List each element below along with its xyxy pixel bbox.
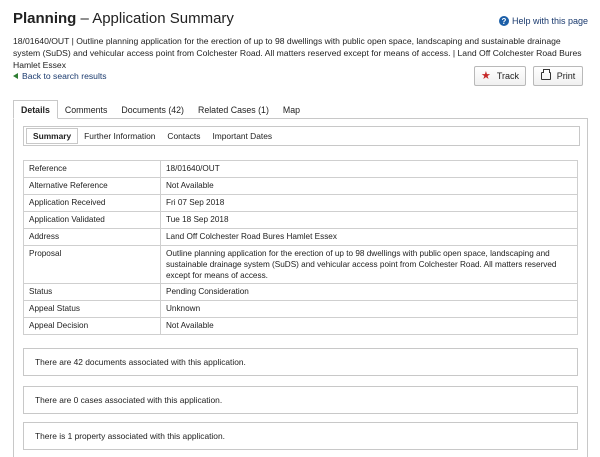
row-label: Proposal xyxy=(24,246,161,284)
main-tabs xyxy=(13,100,307,119)
tab-documents[interactable]: Documents (42) xyxy=(121,104,184,115)
help-link[interactable] xyxy=(499,16,588,26)
row-value: Outline planning application for the erection of up to 98 dwellings with public open space, landscaping and sustainable drainage system (SuDS) and vehicular access point from Colchester Road. All matters reserved except for means of access. xyxy=(161,246,578,284)
row-value: Not Available xyxy=(161,318,578,335)
table-row xyxy=(24,229,578,246)
property-info-box: There is 1 property associated with this application. xyxy=(23,422,578,450)
subtab-important-dates[interactable]: Important Dates xyxy=(212,131,273,141)
row-value: Unknown xyxy=(161,301,578,318)
row-value: 18/01640/OUT xyxy=(161,161,578,178)
table-row xyxy=(24,284,578,301)
summary-table xyxy=(23,160,578,335)
table-row xyxy=(24,246,578,284)
page-header xyxy=(13,10,588,30)
tab-details[interactable]: Details xyxy=(13,100,58,119)
printer-icon xyxy=(541,72,551,80)
back-link-label: Back to search results xyxy=(22,71,107,81)
application-description: 18/01640/OUT | Outline planning application for the erection of up to 98 dwellings with public open space, landscaping and sustainable drainage system (SuDS) and vehicular access point from Colchester Road. All matters reserved except for means of access. | Land Off Colchester Road Bures Hamlet Essex xyxy=(13,36,582,70)
tab-related-cases[interactable]: Related Cases (1) xyxy=(197,104,269,115)
row-value: Fri 07 Sep 2018 xyxy=(161,195,578,212)
back-arrow-icon xyxy=(13,73,18,79)
row-label: Application Validated xyxy=(24,212,161,229)
page-title xyxy=(13,10,234,27)
row-value: Land Off Colchester Road Bures Hamlet Essex xyxy=(161,229,578,246)
page-title-rest: – Application Summary xyxy=(76,10,234,27)
track-button[interactable] xyxy=(474,66,526,86)
table-row xyxy=(24,161,578,178)
page-title-bold: Planning xyxy=(13,10,77,27)
row-value: Pending Consideration xyxy=(161,284,578,301)
star-icon: ★ xyxy=(480,70,491,82)
subtab-contacts[interactable]: Contacts xyxy=(167,131,201,141)
tab-map[interactable]: Map xyxy=(282,104,301,115)
row-label: Appeal Decision xyxy=(24,318,161,335)
table-row xyxy=(24,318,578,335)
table-row xyxy=(24,178,578,195)
details-subtabs xyxy=(23,126,580,146)
row-label: Alternative Reference xyxy=(24,178,161,195)
help-link-label: Help with this page xyxy=(511,16,588,26)
tab-comments[interactable]: Comments xyxy=(64,104,108,115)
row-label: Address xyxy=(24,229,161,246)
subtab-further-information[interactable]: Further Information xyxy=(84,131,156,141)
track-button-label: Track xyxy=(496,71,520,81)
row-value: Tue 18 Sep 2018 xyxy=(161,212,578,229)
row-value: Not Available xyxy=(161,178,578,195)
row-label: Reference xyxy=(24,161,161,178)
table-row xyxy=(24,301,578,318)
documents-info-box: There are 42 documents associated with this application. xyxy=(23,348,578,376)
details-panel xyxy=(13,118,588,457)
row-label: Application Received xyxy=(24,195,161,212)
table-row xyxy=(24,195,578,212)
row-label: Appeal Status xyxy=(24,301,161,318)
help-icon: ? xyxy=(499,16,509,26)
back-to-search-link[interactable] xyxy=(13,71,107,81)
cases-info-box: There are 0 cases associated with this application. xyxy=(23,386,578,414)
print-button[interactable] xyxy=(533,66,583,86)
table-row xyxy=(24,212,578,229)
row-label: Status xyxy=(24,284,161,301)
subtab-summary[interactable]: Summary xyxy=(26,128,78,144)
print-button-label: Print xyxy=(556,71,576,81)
